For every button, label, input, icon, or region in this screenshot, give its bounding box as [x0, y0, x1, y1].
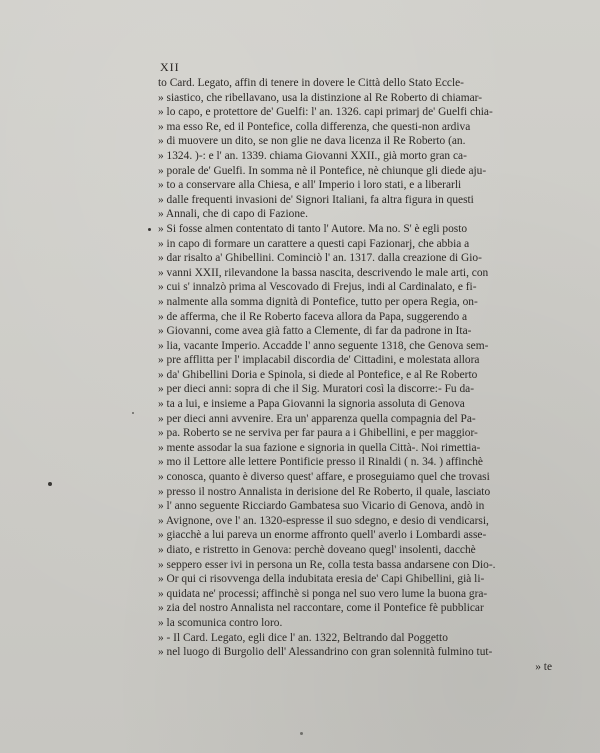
- paper-speck: [300, 732, 303, 735]
- text-line: » di muovere un dito, se non glie ne dava licenza il Re Roberto (an.: [158, 135, 466, 148]
- text-line: » mente assodar la sua fazione e signoria in quella Città-. Noi rimettia-: [158, 441, 481, 454]
- text-line: » lo capo, e protettore de' Guelfi: l' an. 1326. capi primarj de' Guelfi chia-: [158, 106, 493, 119]
- text-line: » 1324. )-: e l' an. 1339. chiama Giovanni XXII., già morto gran ca-: [158, 149, 467, 162]
- text-line: » ma esso Re, ed il Pontefice, colla differenza, che questi-non ardiva: [158, 120, 471, 133]
- body-text: [158, 76, 558, 674]
- text-line: » quidata ne' processi; affinchè si ponga nel suo vero lume la buona gra-: [158, 587, 488, 600]
- page-number: XII: [160, 60, 180, 74]
- text-line: » Avignone, ove l' an. 1320-espresse il suo sdegno, e desio di vendicarsi,: [158, 514, 489, 527]
- text-line: » da' Ghibellini Doria e Spinola, si diede al Pontefice, e al Re Roberto: [158, 368, 478, 381]
- text-line: » pre afflitta per l' implacabil discordia de' Cittadini, e molestata allora: [158, 354, 480, 367]
- text-line: » Si fosse almen contentato di tanto l' Autore. Ma no. S' è egli posto: [158, 222, 468, 235]
- text-line: » per dieci anni: sopra di che il Sig. Muratori così la discorre:- Fu da-: [158, 383, 475, 396]
- text-line: » Giovanni, come avea già fatto a Clemente, di far da padrone in Ita-: [158, 325, 472, 338]
- text-line: » nel luogo di Burgolio dell' Alessandrino con gran solennità fulmino tut-: [158, 646, 493, 659]
- text-line: » de afferma, che il Re Roberto faceva allora da Papa, suggerendo a: [158, 310, 468, 323]
- text-line: » in capo di formare un carattere a questi capi Fazionarj, che abbia a: [158, 237, 470, 250]
- paper-speck: [132, 412, 134, 414]
- text-line: » presso il nostro Annalista in derisione del Re Roberto, il quale, lasciato: [158, 485, 491, 498]
- text-line: » Annali, che di capo di Fazione.: [158, 208, 308, 221]
- text-line: » mo il Lettore alle lettere Pontificie presso il Rinaldi ( n. 34. ) affinchè: [158, 456, 483, 469]
- text-line: » seppero esser ivi in persona un Re, colla testa bassa andarsene con Dio-.: [158, 558, 496, 571]
- text-line: » nalmente alla somma dignità di Pontefice, tutto per opera Regia, on-: [158, 295, 478, 308]
- text-line: » ta a lui, e insieme a Papa Giovanni la signoria assoluta di Genova: [158, 398, 465, 411]
- text-line: » cui s' innalzò prima al Vescovado di Frejus, indi al Cardinalato, e fi-: [158, 281, 477, 294]
- text-line: » zia del nostro Annalista nel raccontare, come il Pontefice fè pubblicar: [158, 602, 484, 615]
- text-line: » dar risalto a' Ghibellini. Cominciò l' an. 1317. dalla creazione di Gio-: [158, 252, 482, 265]
- text-line: » dalle frequenti invasioni de' Signori Italiani, fa altra figura in questi: [158, 193, 474, 206]
- text-line: » per dieci anni avvenire. Era un' apparenza quella compagnia del Pa-: [158, 412, 476, 425]
- text-line: » la scomunica contro loro.: [158, 616, 283, 629]
- text-line: » porale de' Guelfi. In somma nè il Pontefice, nè chiunque gli diede aju-: [158, 164, 487, 177]
- paper-speck: [148, 228, 151, 231]
- text-line: » siastico, che ribellavano, usa la distinzione al Re Roberto di chiamar-: [158, 91, 482, 104]
- text-line: » lia, vacante Imperio. Accadde l' anno seguente 1318, che Genova sem-: [158, 339, 489, 352]
- text-line: » l' anno seguente Ricciardo Gambatesa suo Vicario di Genova, andò in: [158, 500, 485, 513]
- text-line: » pa. Roberto se ne serviva per far paura a i Ghibellini, e per maggior-: [158, 427, 478, 440]
- text-line: » to a conservare alla Chiesa, e all' Imperio i loro stati, e a liberarli: [158, 179, 462, 192]
- text-line: » Or qui ci risovvenga della indubitata eresia de' Capi Ghibellini, già li-: [158, 573, 485, 586]
- text-line: » diato, e ristretto in Genova: perchè doveano quegl' insolenti, dacchè: [158, 544, 476, 556]
- catchword: » te: [535, 660, 552, 673]
- text-line: » giacchè a lui pareva un enorme affronto quell' averlo i Lombardi asse-: [158, 529, 487, 542]
- text-line: » - Il Card. Legato, egli dice l' an. 1322, Beltrando dal Poggetto: [158, 631, 448, 644]
- text-line: » vanni XXII, rilevandone la bassa nascita, descrivendo le male arti, con: [158, 266, 489, 279]
- paper-speck: [48, 482, 52, 486]
- text-line: to Card. Legato, affin di tenere in dovere le Città dello Stato Eccle-: [158, 77, 464, 89]
- text-line: » conosca, quanto è diverso quest' affare, e proseguiamo quel che trovasi: [158, 471, 490, 484]
